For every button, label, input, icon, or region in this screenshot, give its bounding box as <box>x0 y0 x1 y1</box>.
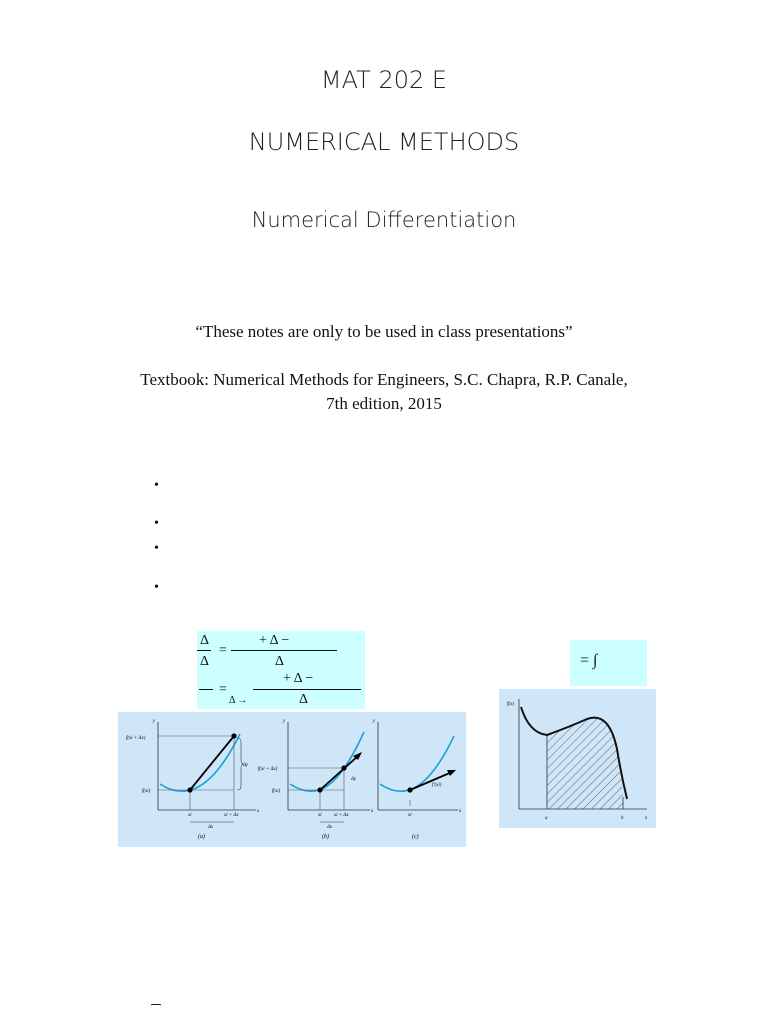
integral-xlabel: x <box>645 816 648 821</box>
panel-c-caption: (c) <box>412 834 419 840</box>
eq-numerator-1: + Δ − <box>259 633 290 648</box>
bullet-4: • <box>154 580 159 595</box>
integral-figure-svg <box>499 689 656 828</box>
derivative-approximation-figure <box>118 712 466 847</box>
panel-a-label-dy: Δy <box>243 763 249 768</box>
panel-a <box>126 719 260 840</box>
usage-disclaimer: “These notes are only to be used in class presentations” <box>195 322 573 341</box>
eq-delta-denominator: Δ <box>200 654 210 669</box>
panel-c-curve <box>380 736 454 791</box>
textbook-line-2: 7th edition, 2015 <box>326 394 442 413</box>
bullet-1: • <box>154 478 159 493</box>
panel-a-label-fxdx: f(xi + Δx) <box>126 736 146 741</box>
eq-fraction-bar-1 <box>231 650 337 651</box>
panel-b-label-xi: xi <box>318 813 322 818</box>
trailing-dash <box>151 1004 161 1005</box>
panel-b-point-xi <box>317 787 322 792</box>
panel-b-label-dy: Δy <box>351 777 357 782</box>
panel-a-label-x: x <box>257 809 260 814</box>
panel-b-caption: (b) <box>322 834 329 840</box>
panel-c <box>372 719 462 840</box>
eq-fraction-bar-3 <box>253 689 361 690</box>
panel-c-label-xi: xi <box>408 813 412 818</box>
subject-title: NUMERICAL METHODS <box>248 128 520 156</box>
panel-c-label-x: x <box>459 809 462 814</box>
panel-b-label-dx: Δx <box>327 825 333 830</box>
eq-fraction-bar <box>197 650 211 651</box>
eq-equals-2: = <box>219 682 227 697</box>
eq-equals-1: = <box>219 643 227 658</box>
integral-label-b: b <box>621 816 624 821</box>
panel-a-label-xi: xi <box>188 813 192 818</box>
panel-c-label-y: y <box>373 719 376 724</box>
bullet-2: • <box>154 516 159 531</box>
derivative-definition-equation <box>197 631 365 709</box>
panel-b-label-fx: f(xi) <box>272 789 281 794</box>
panel-b-label-x: x <box>371 809 374 814</box>
eq-delta-numerator: Δ <box>200 633 210 648</box>
panel-a-point-xi <box>187 787 192 792</box>
integral-text: = ∫ <box>580 652 598 669</box>
eq-denominator-2: Δ <box>299 692 309 707</box>
integral-equation <box>570 640 647 686</box>
bullet-3: • <box>154 541 159 556</box>
eq-denominator-1: Δ <box>275 654 285 669</box>
panel-c-point-xi <box>407 787 412 792</box>
integral-label-a: a <box>545 816 548 821</box>
panel-c-label-fprime: f′(xi) <box>432 783 442 788</box>
panel-b-label-y: y <box>283 719 286 724</box>
panel-a-label-xidx: xi + Δx <box>224 813 239 818</box>
panel-b-label-fxdx: f(xi + Δx) <box>258 767 278 772</box>
eq-limit: Δ → <box>229 695 248 706</box>
panel-a-secant <box>190 736 234 790</box>
panel-b-point-xidx <box>341 765 346 770</box>
panel-a-label-dx: Δx <box>208 825 214 830</box>
panel-a-caption: (a) <box>198 834 205 840</box>
topic-title: Numerical Differentiation <box>251 208 517 232</box>
derivative-figure-svg <box>118 712 466 847</box>
eq-numerator-2: + Δ − <box>283 671 314 686</box>
course-code: MAT 202 E <box>320 66 448 94</box>
panel-b-secant <box>320 756 358 790</box>
textbook-line-1: Textbook: Numerical Methods for Engineers, S.C. Chapra, R.P. Canale, <box>140 370 628 389</box>
panel-b <box>258 719 374 840</box>
panel-a-point-xidx <box>231 733 236 738</box>
panel-a-label-y: y <box>153 719 156 724</box>
integral-ylabel: f(x) <box>507 702 514 707</box>
panel-b-label-xidx: xi + Δx <box>334 813 349 818</box>
integral-area-figure <box>499 689 656 828</box>
eq-fraction-bar-2 <box>199 689 213 690</box>
panel-a-label-fx: f(xi) <box>142 789 151 794</box>
